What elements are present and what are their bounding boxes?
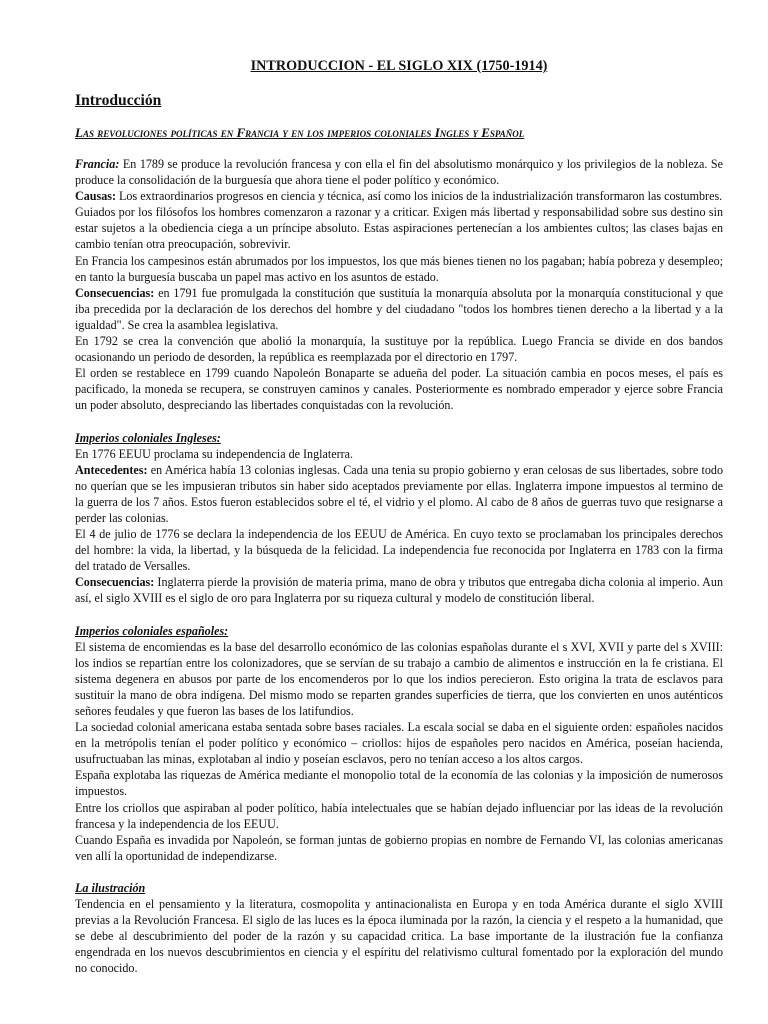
- section-heading: Introducción: [75, 92, 162, 109]
- paragraph: El sistema de encomiendas es la base del desarrollo económico de las colonias españolas durante el s XVI, XVII y parte del s XVIII: los indios se repartían entre los colonizadores, que se servían de su trabajo a cambio de alimentos e instrucción en la fe cristiana. El sistema degenera en abusos por parte de los encomenderos por lo que los indios perecieron. Esto origina la trata de esclavos para sustituir la mano de obra indígena. Del mismo modo se reparten grandes superficies de tierra, que los convierten en unos auténticos señores feudales y que fueron las bases de los latifundios.: [75, 639, 723, 718]
- spacer: [75, 864, 723, 880]
- paragraph: Causas: Los extraordinarios progresos en ciencia y técnica, así como los inicios de la industrialización transformaron las costumbres.: [75, 189, 723, 204]
- paragraph: Francia: En 1789 se produce la revolución francesa y con ella el fin del absolutismo monárquico y los privilegios de la nobleza. Se produce la consolidación de la burguesía que ahora tiene el poder político y económico.: [75, 157, 723, 188]
- francia-label: Francia:: [75, 157, 120, 171]
- francia-section: [75, 156, 723, 414]
- paragraph: En 1776 EEUU proclama su independencia de Inglaterra.: [75, 446, 354, 461]
- ilustracion-section: [75, 880, 723, 977]
- spacer: [75, 607, 723, 623]
- paragraph: La sociedad colonial americana estaba sentada sobre bases raciales. La escala social se daba en el siguiente orden: españoles nacidos en la metrópolis tenían el poder político y económico – criollos: hijos de españoles pero nacidos en América, poseían hacienda, usufructuaban las minas, explotaban al indio y poseían esclavos, pero no tenían acceso a los altos cargos.: [75, 720, 723, 767]
- espanoles-section: [75, 623, 723, 864]
- paragraph: En Francia los campesinos están abrumados por los impuestos, los que más bienes tienen no los pagaban; había pobreza y desempleo; en tanto la burguesía buscaba un papel mas activo en los asuntos de estado.: [75, 253, 723, 284]
- paragraph: El orden se restablece en 1799 cuando Napoleón Bonaparte se adueña del poder. La situación cambia en pocos meses, el país es pacificado, la moneda se recupera, se construyen caminos y canales. Posteriormente es nombrado emperador y ejerce sobre Francia un poder absoluto, despreciando las libertades conquistadas con la revolución.: [75, 366, 723, 413]
- ingleses-section: [75, 430, 723, 607]
- antecedentes-label: Antecedentes:: [75, 462, 148, 477]
- ilustracion-title: La ilustración: [75, 880, 146, 895]
- paragraph: Consecuencias: Inglaterra pierde la provisión de materia prima, mano de obra y tributos que entregaba dicha colonia al imperio. Aun así, el siglo XVIII es el siglo de oro para Inglaterra por su riqueza cultural y modelo de constitución liberal.: [75, 575, 723, 606]
- spacer: [75, 414, 723, 430]
- document-title: INTRODUCCION - EL SIGLO XIX (1750-1914): [250, 58, 548, 74]
- paragraph: España explotaba las riquezas de América mediante el monopolio total de la economía de las colonias y la imposición de numerosos impuestos.: [75, 768, 723, 799]
- paragraph: El 4 de julio de 1776 se declara la independencia de los EEUU de América. En cuyo texto se proclamaban los principales derechos del hombre: la vida, la libertad, y la búsqueda de la felicidad. La independencia fue reconocida por Inglaterra en 1783 con la firma del tratado de Versalles.: [75, 527, 723, 574]
- consecuencias-label: Consecuencias:: [75, 575, 155, 590]
- paragraph: Entre los criollos que aspiraban al poder político, había intelectuales que se habían dejado influenciar por las ideas de la revolución francesa y la independencia de los EEUU.: [75, 800, 723, 831]
- paragraph: Consecuencias: en 1791 fue promulgada la constitución que sustituía la monarquía absoluta por la monarquía constitucional y que iba precedida por la declaración de los derechos del hombre y del ciudadano "todos los hombres tienen derecho a la libertad y a la igualdad". Se crea la asamblea legislativa.: [75, 285, 723, 332]
- section-subheading: Las revoluciones políticas en Francia y en los imperios coloniales Ingles y Español: [75, 125, 525, 140]
- causas-label: Causas:: [75, 189, 116, 204]
- paragraph: Cuando España es invadida por Napoleón, se forman juntas de gobierno propias en nombre de Fernando VI, las colonias americanas ven allí la oportunidad de independizarse.: [75, 832, 723, 863]
- paragraph: Tendencia en el pensamiento y la literatura, cosmopolita y antinacionalista en Europa y en toda América durante el siglo XVIII previas a la Revolución Francesa. El siglo de las luces es la época iluminada por la razón, la ciencia y el respeto a la humanidad, que se debe al descubrimiento del poder de la razón y su capacidad critica. La base importante de la ilustración fue la confianza engendrada en los nuevos descubrimientos en ciencia y el espíritu del relativismo cultural fomentado por la exploración del mundo no conocido.: [75, 897, 723, 976]
- ingleses-title: Imperios coloniales Ingleses:: [75, 430, 221, 445]
- paragraph: Antecedentes: en América había 13 colonias inglesas. Cada una tenia su propio gobierno y eran celosas de sus libertades, sobre todo no querían que se les impusieran tributos sin haber sido aceptados previamente por ellas. Inglaterra impone impuestos al termino de la guerra de los 7 años. Estos fueron establecidos sobre el té, el vidrio y el plomo. Al cabo de 8 años de guerras tuvo que resignarse a perder las colonias.: [75, 462, 723, 525]
- paragraph: En 1792 se crea la convención que abolió la monarquía, la sustituye por la república. Luego Francia se divide en dos bandos ocasionando un periodo de desorden, la república es reemplazada por el directorio en 1797.: [75, 334, 723, 365]
- espanoles-title: Imperios coloniales españoles:: [75, 623, 229, 638]
- consecuencias-label: Consecuencias:: [75, 285, 155, 300]
- paragraph: Guiados por los filósofos los hombres comenzaron a razonar y a criticar. Exigen más libertad y responsabilidad sobre sus destino sin estar sujetos a la obediencia ciega a un príncipe absoluto. Estas aspiraciones pertenecían a los ambientes cultos; las clases bajas en cambio tenían otra preocupación, sobrevivir.: [75, 205, 723, 252]
